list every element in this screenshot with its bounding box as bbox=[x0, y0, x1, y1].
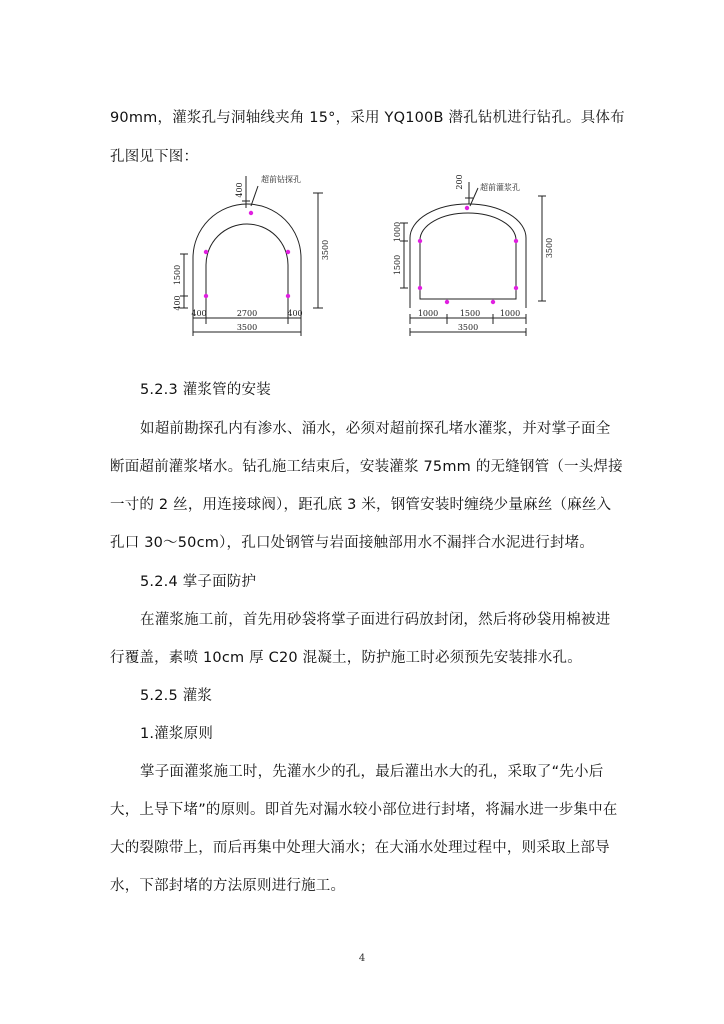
left-dim-left-bottom: 400 bbox=[173, 295, 182, 311]
hole-marker bbox=[204, 294, 208, 298]
section-525-line-4: 水，下部封堵的方法原则进行施工。 bbox=[110, 878, 346, 894]
left-dim-bottom-right: 400 bbox=[287, 309, 303, 318]
right-dim-total: 3500 bbox=[457, 323, 479, 332]
hole-marker bbox=[286, 294, 290, 298]
hole-marker bbox=[445, 300, 449, 304]
hole-marker bbox=[514, 239, 518, 243]
right-dim-right: 3500 bbox=[545, 237, 554, 259]
right-dim-bottom-mid: 1500 bbox=[459, 309, 481, 318]
right-dim-bottom-right: 1000 bbox=[499, 309, 521, 318]
section-525-line-1: 掌子面灌浆施工时，先灌水少的孔，最后灌出水大的孔，采取了“先小后 bbox=[140, 764, 604, 780]
section-525-line-2: 大，上导下堵”的原则。即首先对漏水较小部位进行封堵，将漏水进一步集中在 bbox=[110, 802, 618, 818]
left-dim-top: 400 bbox=[235, 182, 244, 198]
section-523-line-2: 断面超前灌浆堵水。钻孔施工结束后，安装灌浆 75mm 的无缝钢管（一头焊接 bbox=[110, 459, 623, 475]
drilling-layout-figure bbox=[0, 168, 724, 343]
hole-marker bbox=[418, 239, 422, 243]
left-dim-right: 3500 bbox=[321, 239, 330, 261]
hole-marker bbox=[514, 286, 518, 290]
right-dim-left-upper: 1000 bbox=[393, 221, 402, 243]
section-525-sub: 1.灌浆原则 bbox=[140, 726, 214, 742]
section-524-line-1: 在灌浆施工前，首先用砂袋将掌子面进行码放封闭，然后将砂袋用棉被进 bbox=[140, 612, 611, 628]
page-number: 4 bbox=[358, 953, 366, 964]
section-524-heading: 5.2.4 掌子面防护 bbox=[140, 574, 257, 590]
right-dim-left-lower: 1500 bbox=[393, 254, 402, 276]
section-523-heading: 5.2.3 灌浆管的安装 bbox=[140, 382, 271, 398]
right-label: 超前灌浆孔 bbox=[480, 183, 520, 192]
section-524-line-2: 行覆盖，素喷 10cm 厚 C20 混凝土，防护施工时必须预先安装排水孔。 bbox=[110, 650, 582, 666]
hole-marker bbox=[249, 211, 253, 215]
right-holes bbox=[418, 206, 518, 304]
right-dim-top: 200 bbox=[455, 174, 464, 190]
section-523-line-3: 一寸的 2 丝，用连接球阀），距孔底 3 米，钢管安装时缠绕少量麻丝（麻丝入 bbox=[110, 497, 612, 513]
left-dim-left-mid: 1500 bbox=[173, 264, 182, 286]
section-525-heading: 5.2.5 灌浆 bbox=[140, 688, 213, 704]
hole-marker bbox=[491, 300, 495, 304]
hole-marker bbox=[286, 250, 290, 254]
section-523-line-1: 如超前勘探孔内有渗水、涌水，必须对超前探孔堵水灌浆，并对掌子面全 bbox=[140, 421, 611, 437]
hole-marker bbox=[418, 286, 422, 290]
section-525-line-3: 大的裂隙带上，而后再集中处理大涌水；在大涌水处理过程中，则采取上部导 bbox=[110, 840, 610, 856]
left-label: 超前钻探孔 bbox=[261, 175, 301, 184]
intro-line-2: 孔图见下图： bbox=[110, 149, 199, 165]
left-dim-total: 3500 bbox=[236, 323, 258, 332]
intro-line-1: 90mm，灌浆孔与洞轴线夹角 15°，采用 YQ100B 潜孔钻机进行钻孔。具体布 bbox=[110, 110, 625, 126]
section-523-line-4: 孔口 30～50cm），孔口处钢管与岩面接触部用水不漏拌合水泥进行封堵。 bbox=[110, 535, 595, 551]
hole-marker bbox=[204, 250, 208, 254]
left-dim-bottom-left: 400 bbox=[191, 309, 207, 318]
right-dim-bottom-left: 1000 bbox=[417, 309, 439, 318]
hole-marker bbox=[465, 206, 469, 210]
left-dim-bottom-mid: 2700 bbox=[236, 309, 258, 318]
